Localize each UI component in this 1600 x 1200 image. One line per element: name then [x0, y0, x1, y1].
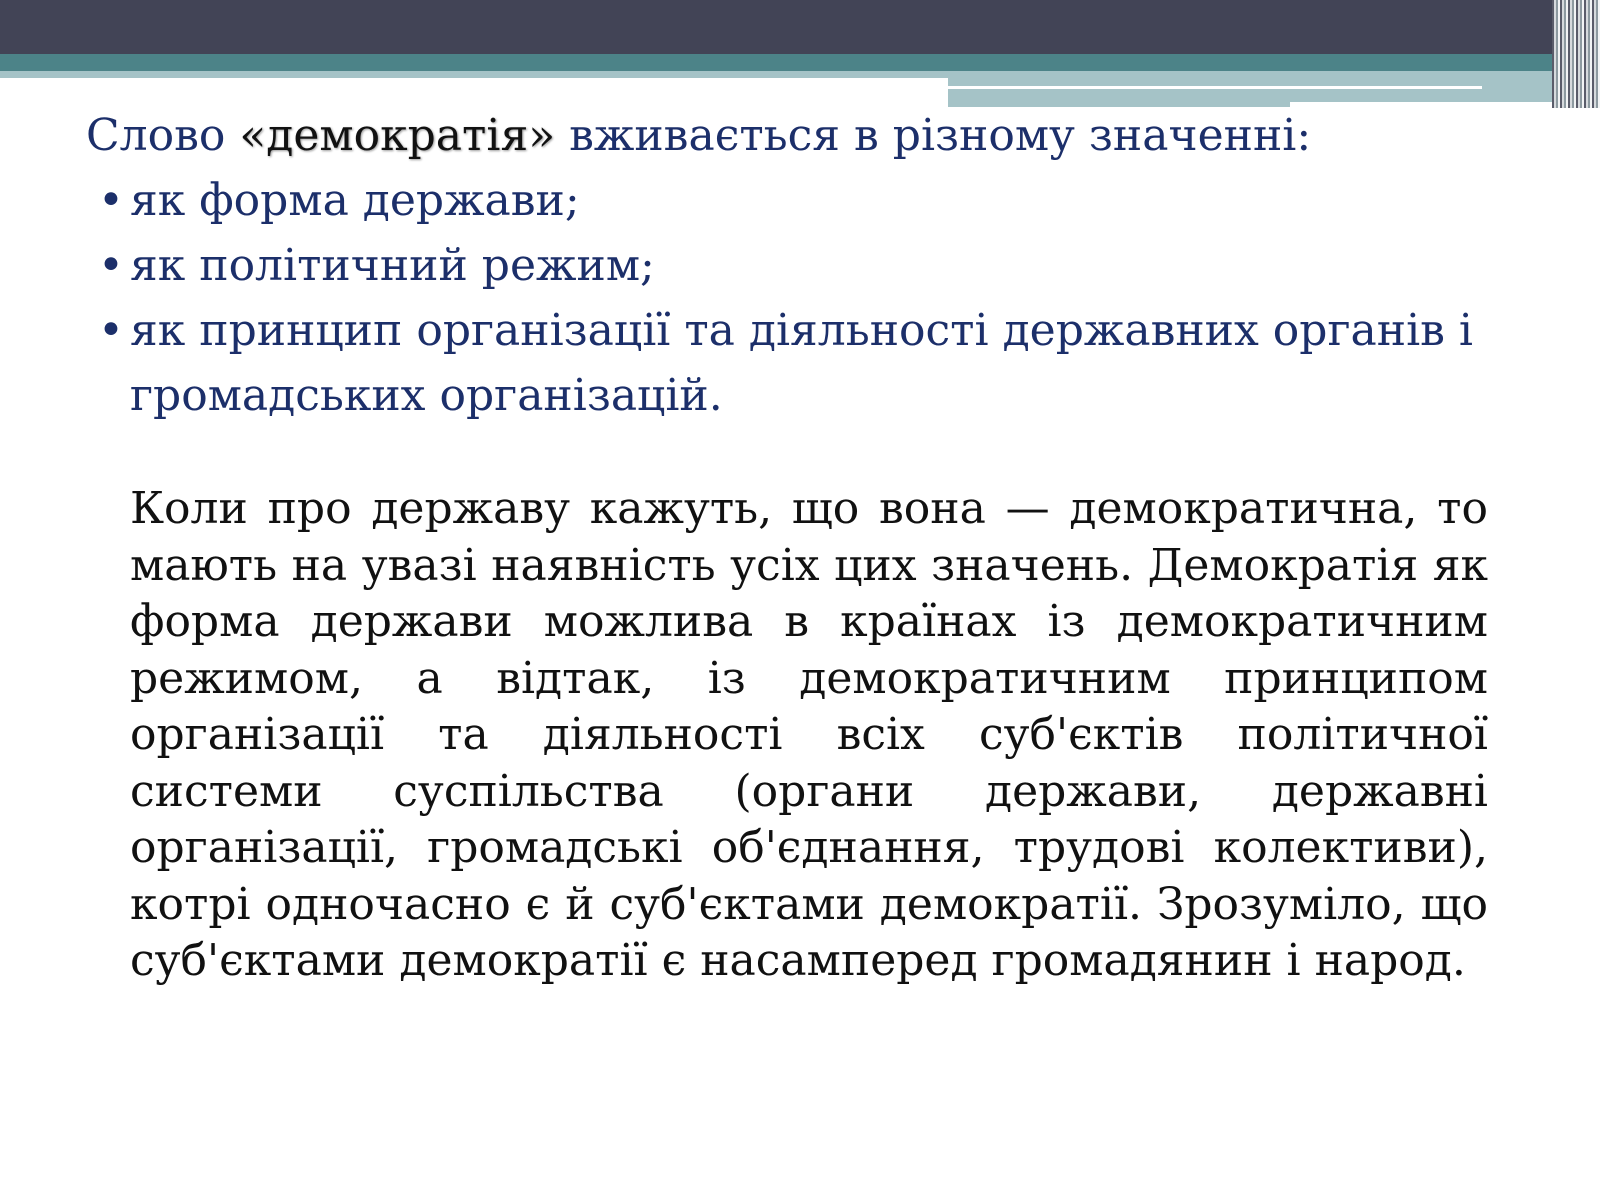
intro-suffix: вживається в різному значенні: [555, 110, 1312, 161]
header-edge-stripes [1552, 0, 1600, 108]
header-band-teal [0, 54, 1560, 71]
body-paragraph: Коли про державу кажуть, що вона — демократична, то мають на увазі наявність усіх цих значень. Демократія як форма держави можлива в країнах із демократичним режимом, а відтак, із демократичним принципом організації та діяльності всіх суб'єктів політичної системи суспільства (органи держави, державні організації, громадські об'єднання, трудові колективи), котрі одночасно є й суб'єктами демократії. Зрозуміло, що суб'єктами демократії є насамперед громадянин і народ. [130, 483, 1488, 986]
bullet-item [86, 168, 1546, 233]
intro-section [86, 103, 1546, 428]
bullet-marker: • [98, 305, 124, 356]
bullet-item [86, 233, 1546, 298]
intro-line [86, 103, 1546, 168]
bullet-marker: • [98, 175, 124, 226]
header-band-dark [0, 0, 1600, 54]
intro-highlight-term: «демократія» [239, 110, 556, 161]
bullet-text: як форма держави; [130, 175, 580, 226]
intro-prefix: Слово [86, 110, 240, 161]
header-band-light-left [0, 71, 948, 78]
bullet-item [86, 298, 1546, 428]
bullet-text: як політичний режим; [130, 240, 655, 291]
header-band-divider-line [948, 86, 1482, 89]
bullet-text: як принцип організації та діяльності державних органів і громадських організацій. [130, 305, 1473, 421]
bullet-marker: • [98, 240, 124, 291]
